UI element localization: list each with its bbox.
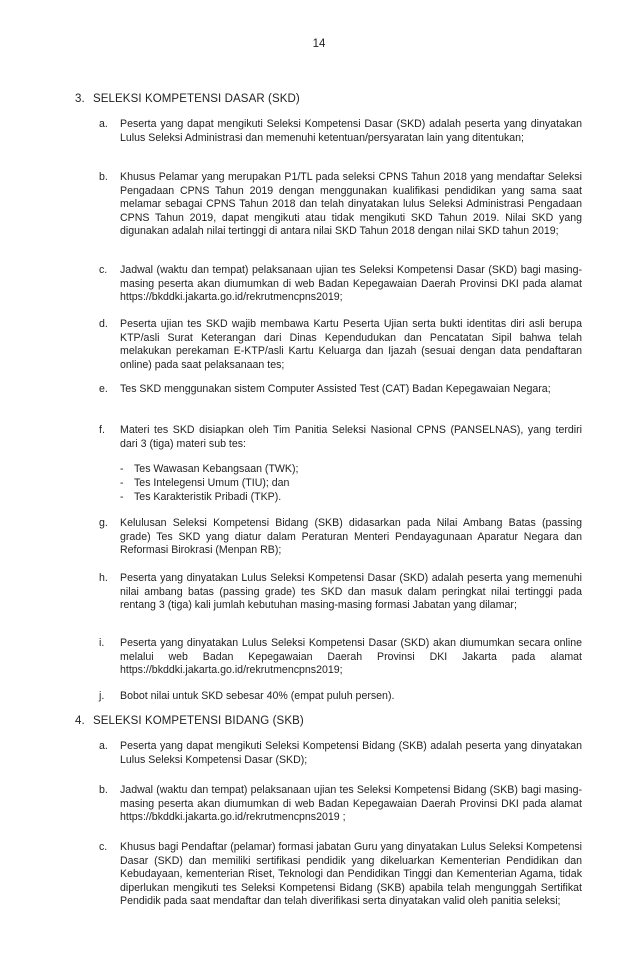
item-letter: h. (99, 572, 108, 584)
item-letter: b. (99, 784, 108, 796)
list-item (99, 637, 582, 678)
item-letter: j. (99, 690, 105, 702)
item-letter: a. (99, 118, 108, 130)
list-item (99, 572, 582, 613)
section-number: 4. (75, 715, 85, 727)
list-item (99, 841, 582, 909)
subtest-text: Tes Intelegensi Umum (TIU); dan (134, 477, 290, 489)
subtest-text: Tes Karakteristik Pribadi (TKP). (134, 491, 282, 503)
item-letter: c. (99, 264, 108, 276)
section-number: 3. (75, 93, 85, 105)
item-text: Peserta yang dinyatakan Lulus Seleksi Kompetensi Dasar (SKD) akan diumumkan secara online melalui web Badan Kepegawaian Daerah Provinsi DKI Jakarta pada alamat https://bkddki.jakarta.go.id/rekrutmencpns2019; (120, 637, 582, 676)
bullet-dash: - (120, 491, 124, 503)
section-heading: SELEKSI KOMPETENSI BIDANG (SKB) (93, 715, 304, 727)
section-heading: SELEKSI KOMPETENSI DASAR (SKD) (93, 93, 300, 105)
item-letter: g. (99, 517, 108, 529)
item-letter: a. (99, 740, 108, 752)
item-text: Jadwal (waktu dan tempat) pelaksanaan ujian tes Seleksi Kompetensi Bidang (SKB) bagi masing-masing peserta akan diumumkan di web Badan Kepegawaian Daerah Provinsi DKI pada alamat https://bkddki.jakarta.go.id/rekrutmencpns2019 ; (120, 784, 582, 823)
subtest-text: Tes Wawasan Kebangsaan (TWK); (134, 463, 299, 475)
list-item (99, 171, 582, 239)
list-item (99, 118, 582, 145)
item-text: Materi tes SKD disiapkan oleh Tim Panitia Seleksi Nasional CPNS (PANSELNAS), yang terdiri dari 3 (tiga) materi sub tes: (120, 424, 582, 450)
section-title-skd (75, 93, 300, 105)
page-number: 14 (312, 38, 326, 50)
item-text: Kelulusan Seleksi Kompetensi Bidang (SKB) didasarkan pada Nilai Ambang Batas (passing grade) Tes SKD yang diatur dalam Peraturan Menteri Pendayagunaan Aparatur Negara dan Reformasi Birokrasi (Menpan RB); (120, 517, 582, 556)
item-text: Peserta yang dinyatakan Lulus Seleksi Kompetensi Dasar (SKD) adalah peserta yang memenuhi nilai ambang batas (passing grade) tes SKD dan masuk dalam peringkat nilai tertinggi pada rentang 3 (tiga) kali jumlah kebutuhan masing-masing formasi Jabatan yang dilamar; (120, 572, 582, 611)
subtest-item (120, 477, 289, 491)
list-item (99, 424, 582, 451)
item-text: Tes SKD menggunakan sistem Computer Assisted Test (CAT) Badan Kepegawaian Negara; (120, 383, 551, 395)
item-text: Khusus bagi Pendaftar (pelamar) formasi jabatan Guru yang dinyatakan Lulus Seleksi Kompetensi Dasar (SKD) dan memiliki sertifikasi pendidik yang dikeluarkan Kementerian Pendidikan dan Kebudayaan, kementerian Riset, Teknologi dan Pendidikan Tinggi dan Kementerian Agama, tidak diperlukan mengikuti tes Seleksi Kompetensi Bidang (SKB) apabila telah mengunggah Sertifikat Pendidik pada saat mendaftar dan telah diverifikasi serta dinyatakan valid oleh panitia seleksi; (120, 841, 582, 907)
item-letter: d. (99, 318, 108, 330)
item-letter: i. (99, 637, 105, 649)
item-text: Khusus Pelamar yang merupakan P1/TL pada seleksi CPNS Tahun 2018 yang mendaftar Seleksi Pengadaan CPNS Tahun 2019 dengan menggunakan kualifikasi pendidikan yang sama saat melamar sebagai CPNS Tahun 2018 dan telah dinyatakan lulus Seleksi Administrasi Pengadaan CPNS Tahun 2019, dapat mengikuti atau tidak mengikuti SKD Tahun 2019. Nilai SKD yang digunakan adalah nilai tertinggi di antara nilai SKD Tahun 2018 dengan nilai SKD tahun 2019; (120, 171, 582, 237)
item-text: Jadwal (waktu dan tempat) pelaksanaan ujian tes Seleksi Kompetensi Dasar (SKD) bagi masing-masing peserta akan diumumkan di web Badan Kepegawaian Daerah Provinsi DKI pada alamat https://bkddki.jakarta.go.id/rekrutmencpns2019; (120, 264, 582, 303)
list-item (99, 383, 582, 397)
bullet-dash: - (120, 477, 124, 489)
list-item (99, 264, 582, 305)
list-item (99, 740, 582, 767)
bullet-dash: - (120, 463, 124, 475)
item-text: Peserta yang dapat mengikuti Seleksi Kompetensi Dasar (SKD) adalah peserta yang dinyatakan Lulus Seleksi Administrasi dan memenuhi ketentuan/persyaratan lain yang ditentukan; (120, 118, 582, 144)
item-text: Peserta ujian tes SKD wajib membawa Kartu Peserta Ujian serta bukti identitas diri asli berupa KTP/asli Surat Keterangan dari Dinas Kependudukan dan Pencatatan Sipil bahwa telah melakukan perekaman E-KTP/asli Kartu Keluarga dan Ijazah (sesuai dengan data pendaftaran online) pada saat pelaksanaan tes; (120, 318, 582, 371)
list-item (99, 690, 582, 704)
subtest-item (120, 463, 298, 477)
subtest-item (120, 491, 281, 505)
item-text: Peserta yang dapat mengikuti Seleksi Kompetensi Bidang (SKB) adalah peserta yang dinyatakan Lulus Seleksi Kompetensi Dasar (SKD); (120, 740, 582, 766)
item-letter: c. (99, 841, 108, 853)
list-item (99, 318, 582, 372)
list-item (99, 517, 582, 558)
item-letter: b. (99, 171, 108, 183)
list-item (99, 784, 582, 825)
item-letter: f. (99, 424, 105, 436)
item-text: Bobot nilai untuk SKD sebesar 40% (empat puluh persen). (120, 690, 395, 702)
item-letter: e. (99, 383, 108, 395)
section-title-skb (75, 715, 304, 727)
